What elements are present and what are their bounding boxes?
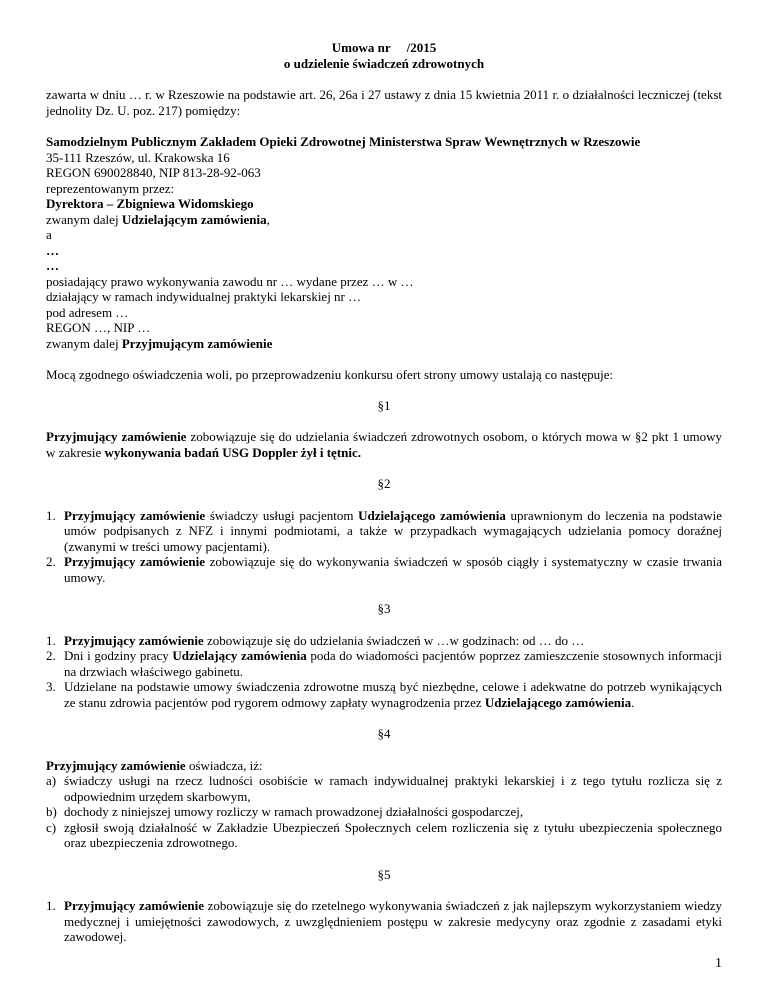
agreement-paragraph: Mocą zgodnego oświadczenia woli, po przeprowadzeniu konkursu ofert strony umowy ustalają co następuje: — [46, 367, 614, 382]
party-1-name: Samodzielnym Publicznym Zakładem Opieki Zdrowotnej Ministerstwa Spraw Wewnętrznych w Rzeszowie — [46, 134, 641, 149]
party-1-role: Udzielającym zamówienia — [121, 211, 267, 227]
party-2-line-3: pod adresem … — [46, 304, 129, 320]
list-item: 3. Udzielane na podstawie umowy świadczenia zdrowotne muszą być niezbędne, celowe i adekwatne do potrzeb wynikających ze stanu zdrowia pacjentów pod rygorem odmowy zapłaty wynagrodzenia przez Udzielającego zamówienia. — [46, 679, 722, 710]
party-1-called: zwanym dalej Udzielającym zamówienia, — [46, 211, 270, 227]
section-3-heading: §3 — [377, 601, 391, 616]
section-4-heading: §4 — [377, 726, 391, 741]
party-2-line-1: posiadający prawo wykonywania zawodu nr … wydane przez … w … — [46, 273, 414, 289]
list-item: c) zgłosił swoją działalność w Zakładzie Ubezpieczeń Społecznych celem rozliczenia się z tytułu ubezpieczenia społecznego oraz ubezpieczenia zdrowotnego. — [46, 819, 722, 850]
party-1-represented: reprezentowanym przez: — [46, 180, 175, 196]
section-4-lead: Przyjmujący zamówienie oświadcza, iż: — [46, 757, 263, 773]
list-item: 1. Przyjmujący zamówienie zobowiązuje się do rzetelnego wykonywania świadczeń z jak najlepszym wykorzystaniem wiedzy medycznej i umiejętności zawodowych, z uwzględnieniem postępu w zakresie medycyny oraz zgodnie z zasadami etyki zawodowej. — [46, 898, 722, 944]
party-1-director: Dyrektora – Zbigniewa Widomskiego — [46, 196, 254, 211]
list-item: 2. Dni i godziny pracy Udzielający zamówienia poda do wiadomości pacjentów poprzez zamieszczenie stosownych informacji na drzwiach właściwego gabinetu. — [46, 648, 722, 679]
party-1-block — [46, 134, 722, 227]
document-page — [46, 40, 722, 945]
section-1-heading: §1 — [377, 397, 391, 413]
party-2-role: Przyjmującym zamówienie — [121, 335, 273, 351]
section-2-heading: §2 — [377, 476, 391, 491]
list-item: 1. Przyjmujący zamówienie zobowiązuje się do udzielania świadczeń w …w godzinach: od … do … — [46, 632, 585, 648]
section-5-list — [46, 898, 722, 945]
list-item: 1. Przyjmujący zamówienie świadczy usługi pacjentom Udzielającego zamówienia uprawnionym do leczenia na podstawie umów podpisanych z NFZ i innymi podmiotami, a także w przypadkach wymagających udzielania pomocy doraźnej (zwanymi w treści umowy pacjentami). — [46, 507, 723, 554]
section-2-list — [46, 508, 722, 586]
document-title: Umowa nr /2015 — [331, 40, 437, 55]
page-number: 1 — [715, 956, 722, 971]
section-1-text: Przyjmujący zamówienie zobowiązuje się do udzielania świadczeń zdrowotnych osobom, o których mowa w §2 pkt 1 umowy w zakresie wykonywania badań USG Doppler żył i tętnic. — [46, 429, 723, 460]
party-2-line-2: działający w ramach indywidualnej praktyki lekarskiej nr … — [46, 289, 362, 304]
list-item: a) świadczy usługi na rzecz ludności osobiście w ramach indywidualnej praktyki lekarskiej i z tego tytułu rozlicza się z odpowiednim urzędem skarbowym, — [46, 773, 722, 804]
party-2-dots-2: … — [46, 258, 59, 273]
section-4-list — [46, 773, 722, 851]
party-2-dots-1: … — [46, 242, 59, 258]
intro-paragraph: zawarta w dniu … r. w Rzeszowie na podstawie art. 26, 26a i 27 ustawy z dnia 15 kwietnia 2011 r. o działalności leczniczej (tekst jednolity Dz. U. poz. 217) pomiędzy: — [46, 87, 722, 118]
list-item: b) dochody z niniejszej umowy rozliczy w ramach prowadzonej działalności gospodarczej, — [46, 804, 524, 819]
document-subtitle: o udzielenie świadczeń zdrowotnych — [283, 55, 485, 71]
party-2-line-4: REGON …, NIP … — [46, 320, 151, 335]
section-5-heading: §5 — [377, 866, 391, 882]
party-1-address: 35-111 Rzeszów, ul. Krakowska 16 — [46, 149, 230, 165]
party-1-ids: REGON 690028840, NIP 813-28-92-063 — [46, 165, 261, 180]
section-3-list — [46, 633, 722, 711]
list-item: 2. Przyjmujący zamówienie zobowiązuje się do wykonywania świadczeń w sposób ciągły i systematyczny w czasie trwania umowy. — [46, 554, 722, 585]
party-2-block — [46, 243, 722, 352]
conjunction: a — [46, 227, 52, 242]
party-2-called: zwanym dalej Przyjmującym zamówienie — [46, 335, 273, 351]
